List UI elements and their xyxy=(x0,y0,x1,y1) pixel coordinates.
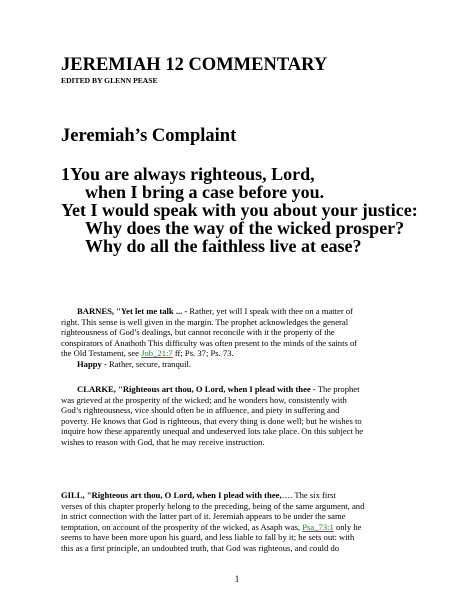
verse-line: 1You are always righteous, Lord, xyxy=(61,164,315,184)
commentary-label: CLARKE, "Righteous art thou, O Lord, when I plead with thee - xyxy=(77,384,316,394)
commentary-line: wishes to reason with God, that he may receive instruction. xyxy=(61,436,265,447)
verse-line: when I bring a case before you. xyxy=(85,182,325,202)
gill-commentary xyxy=(61,490,421,554)
commentary-text: only he xyxy=(333,521,362,532)
commentary-text: the Old Testament, see xyxy=(61,348,142,359)
commentary-text: Rather, yet will I speak with thee on a matter of xyxy=(187,306,354,316)
page-number: 1 xyxy=(234,574,240,584)
clarke-commentary xyxy=(61,384,421,448)
verse-block xyxy=(61,165,418,255)
scripture-link[interactable]: Psa_73:1 xyxy=(302,521,334,532)
verse-line: Yet I would speak with you about your justice: xyxy=(61,200,418,220)
commentary-line: God’s righteousness, vice should often be in affluence, and piety in suffering and xyxy=(61,405,340,416)
commentary-line: this as a first principle, an undoubted truth, that God was righteous, and could do xyxy=(61,542,340,553)
commentary-label: Happy - xyxy=(77,358,107,369)
commentary-line: was grieved at the prosperity of the wicked; and he wonders how, consistently with xyxy=(61,394,347,405)
commentary-line: right. This sense is well given in the margin. The prophet acknowledges the general xyxy=(61,316,349,327)
commentary-line xyxy=(61,306,421,317)
section-heading: Jeremiah’s Complaint xyxy=(61,126,237,146)
commentary-text: …. The six first xyxy=(281,490,336,500)
editor-credit: EDITED BY GLENN PEASE xyxy=(61,76,158,85)
commentary-line: inquire how these apparently unequal and undeserved lots take place. On this subject he xyxy=(61,426,364,437)
scripture-link[interactable]: Job_21:7 xyxy=(141,348,173,359)
commentary-line: righteousness of God’s dealings, but cannot reconcile with it the property of the xyxy=(61,327,335,338)
commentary-line xyxy=(61,522,421,533)
commentary-text: The prophet xyxy=(315,384,360,394)
commentary-line xyxy=(61,384,421,395)
commentary-line: conspirators of Anathoth This difficulty was often present to the minds of the saints of xyxy=(61,337,358,348)
verse-line: Why does the way of the wicked prosper? xyxy=(85,218,405,238)
commentary-line: in strict connection with the latter part of it. Jeremiah appears to be under the same xyxy=(61,511,346,522)
commentary-line: poverty. He knows that God is righteous, that every thing is done well; but he wishes to xyxy=(61,415,362,426)
commentary-line xyxy=(61,348,421,359)
commentary-line xyxy=(61,490,421,501)
commentary-line: seems to have been more upon his guard, and less liable to fall by it; he sets out: with xyxy=(61,532,355,543)
commentary-text: temptation, on account of the prosperity of the wicked, as Asaph was, xyxy=(61,521,303,532)
document-title: JEREMIAH 12 COMMENTARY xyxy=(61,55,328,75)
verse-line: Why do all the faithless live at ease? xyxy=(85,236,362,256)
commentary-label: BARNES, "Yet let me talk ... - xyxy=(77,306,188,316)
commentary-line: verses of this chapter properly belong to the preceding, being of the same argument, and xyxy=(61,500,365,511)
barnes-commentary xyxy=(61,306,421,370)
commentary-label: GILL, "Righteous art thou, O Lord, when I plead with thee, xyxy=(61,490,282,500)
commentary-text: Rather, secure, tranquil. xyxy=(106,358,191,369)
commentary-text: ff; Ps. 37; Ps. 73. xyxy=(172,348,234,359)
commentary-line xyxy=(61,359,421,370)
